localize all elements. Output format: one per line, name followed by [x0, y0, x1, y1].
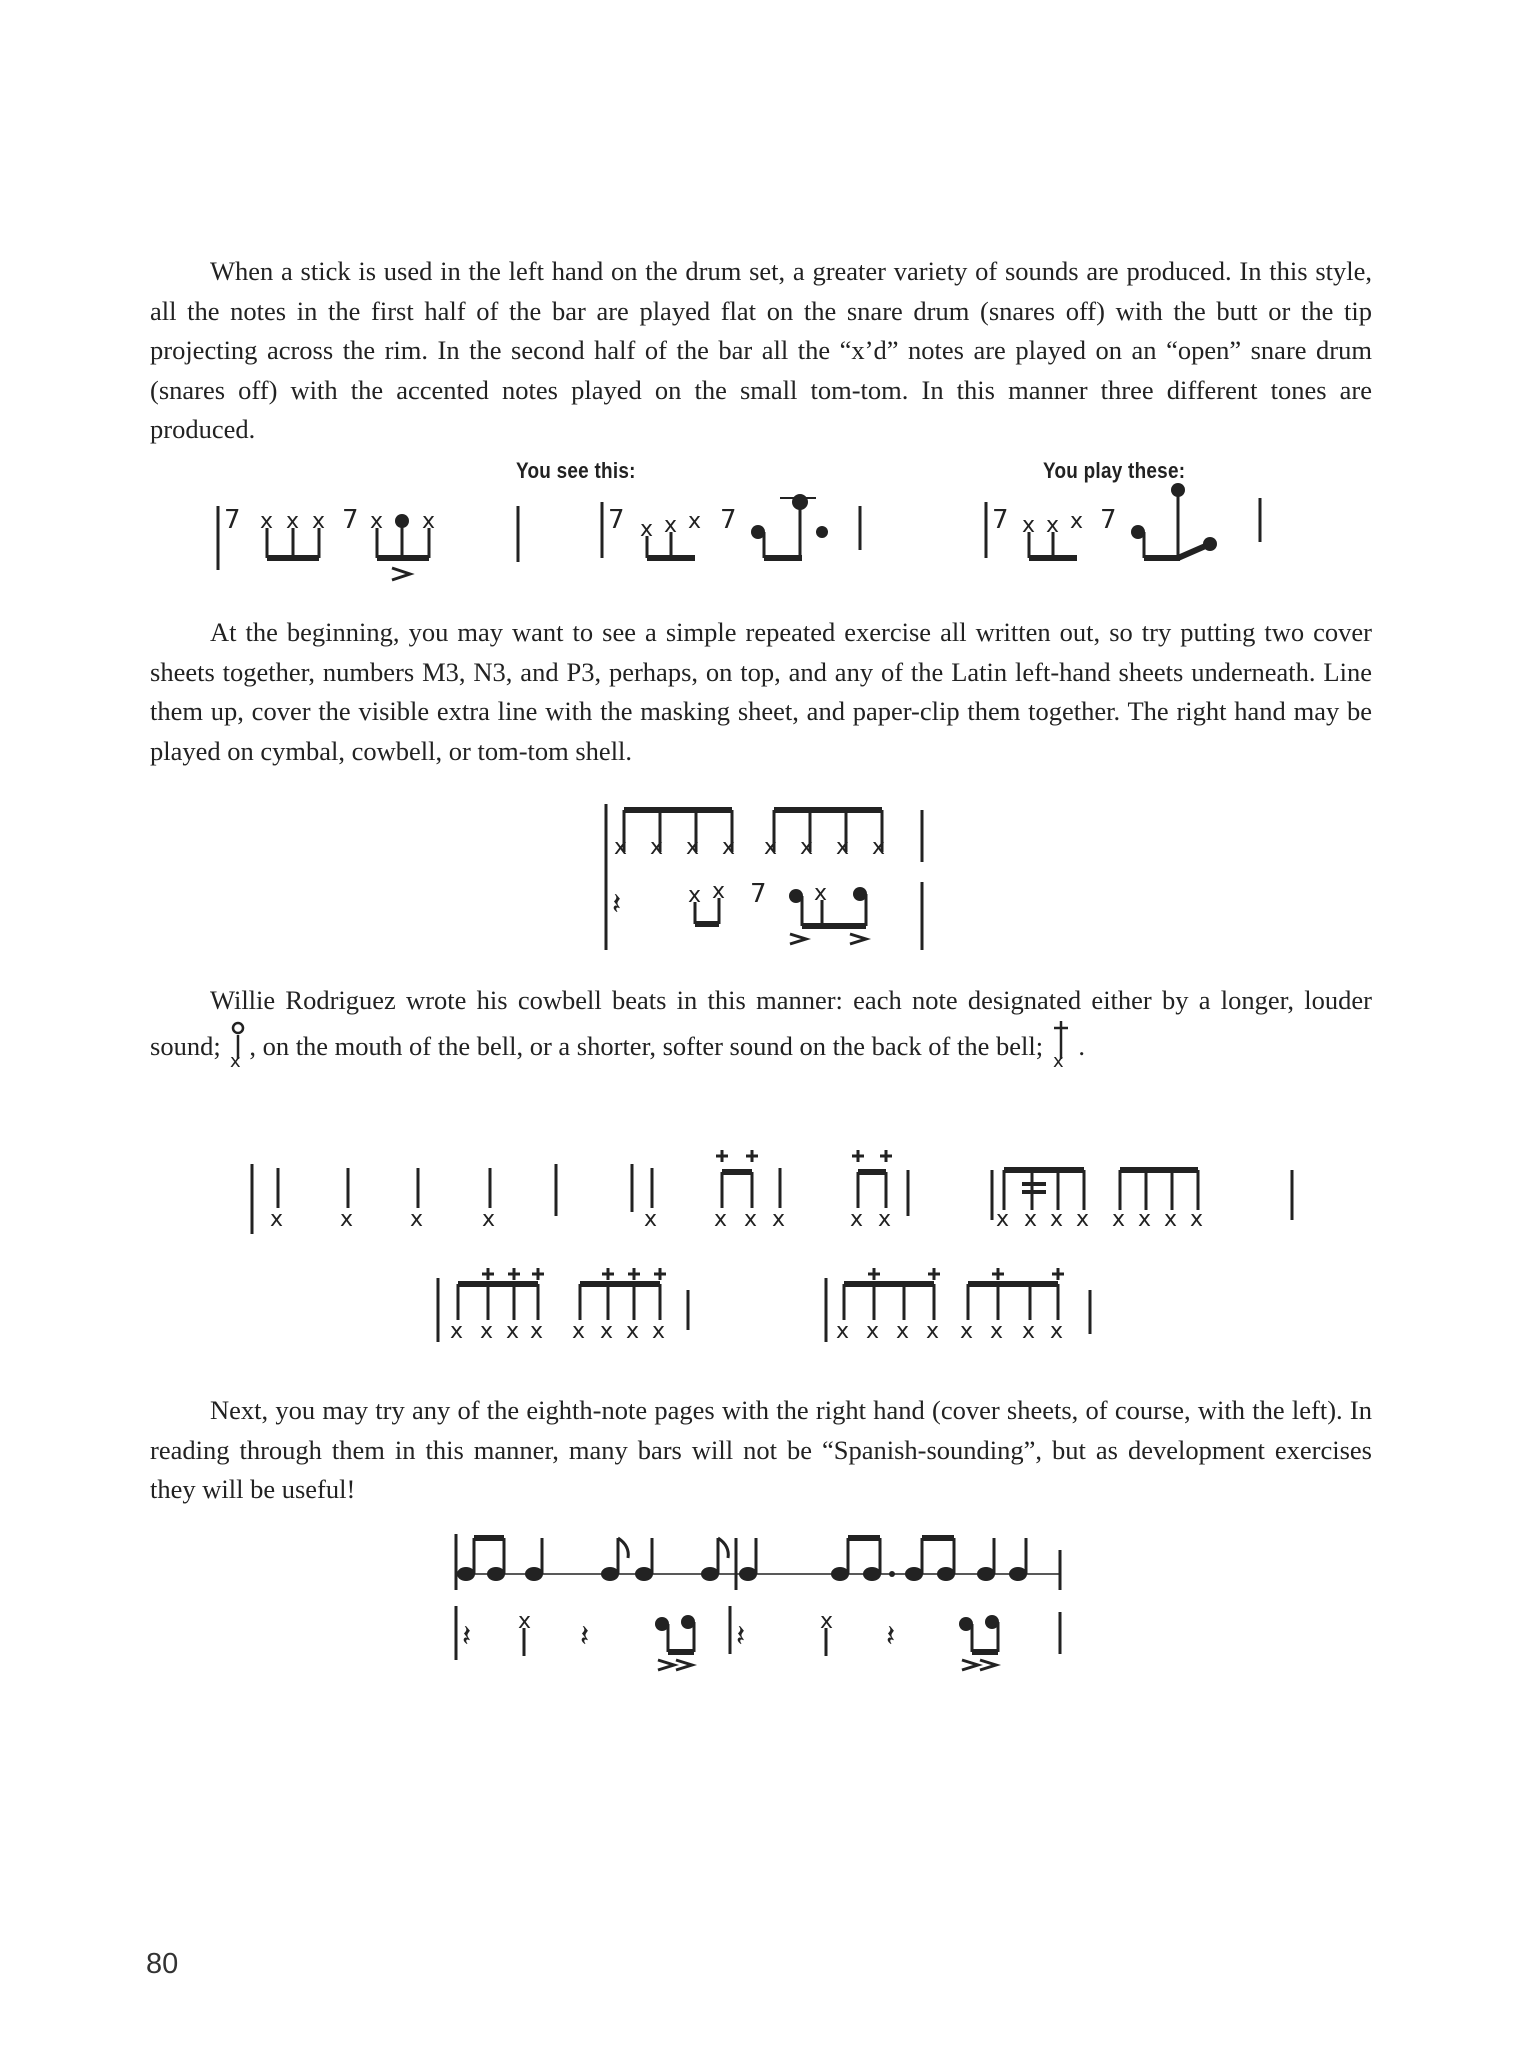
svg-text:x: x	[800, 835, 814, 860]
svg-text:x: x	[644, 1207, 658, 1232]
notation-example-see	[218, 505, 518, 580]
svg-text:x: x	[1022, 1319, 1036, 1344]
svg-text:x: x	[1076, 1207, 1090, 1232]
svg-text:x: x	[410, 1207, 424, 1232]
svg-text:x: x	[1070, 509, 1084, 534]
svg-text:x: x	[836, 1319, 850, 1344]
svg-text:x: x	[530, 1319, 544, 1344]
svg-text:x: x	[688, 509, 702, 534]
notation-cover-sheet-exercise	[600, 802, 930, 952]
svg-text:x: x	[664, 513, 678, 538]
svg-text:x: x	[996, 1207, 1010, 1232]
svg-text:x: x	[1050, 1207, 1064, 1232]
svg-text:x: x	[1046, 513, 1060, 538]
svg-text:x: x	[1024, 1207, 1038, 1232]
paragraph-cover-sheets: At the beginning, you may want to see a simple repeated exercise all written out, so try putting two cover sheets together, numbers M3, N3, and P3, perhaps, on top, and any of the Latin left-hand sheets underneath. Line them up, cover the visible extra line with the masking sheet, and paper-clip them together. The right hand may be played on cymbal, cowbell, or tom-tom shell.	[150, 617, 1372, 766]
svg-text:x: x	[712, 879, 726, 904]
svg-text:x: x	[286, 509, 300, 534]
svg-text:x: x	[714, 1207, 728, 1232]
svg-text:x: x	[1164, 1207, 1178, 1232]
svg-text:x: x	[960, 1319, 974, 1344]
svg-text:x: x	[600, 1319, 614, 1344]
svg-text:x: x	[1050, 1319, 1064, 1344]
svg-text:x: x	[772, 1207, 786, 1232]
svg-text:7: 7	[342, 505, 359, 535]
svg-text:x: x	[990, 1319, 1004, 1344]
svg-text:x: x	[878, 1207, 892, 1232]
page-number: 80	[146, 1948, 179, 1980]
svg-text:7: 7	[992, 505, 1009, 535]
svg-text:x: x	[312, 509, 326, 534]
svg-text:𝄽: 𝄽	[736, 1619, 746, 1654]
svg-text:x: x	[652, 1319, 666, 1344]
svg-text:x: x	[480, 1319, 494, 1344]
svg-text:x: x	[850, 1207, 864, 1232]
paragraph-stick-left-hand: When a stick is used in the left hand on the drum set, a greater variety of sounds are produced. In this style, all the notes in the first half of the bar are played flat on the snare drum (snares off) with the butt or the tip projecting across the rim. In the second half of the bar all the “x’d” notes are played on an “open” snare drum (snares off) with the accented notes played on the small tom-tom. In this manner three different tones are produced.	[150, 256, 1372, 444]
notation-cowbell-beats	[240, 1150, 1320, 1360]
svg-text:x: x	[926, 1319, 940, 1344]
svg-text:x: x	[626, 1319, 640, 1344]
paragraph-willie-rodriguez	[150, 981, 1372, 1069]
svg-text:𝄽: 𝄽	[612, 887, 622, 922]
open-note-symbol	[227, 1021, 249, 1069]
svg-text:x: x	[450, 1319, 464, 1344]
svg-text:x: x	[836, 835, 850, 860]
svg-text:x: x	[270, 1207, 284, 1232]
svg-text:x: x	[370, 509, 384, 534]
svg-text:x: x	[1022, 513, 1036, 538]
svg-text:x: x	[688, 883, 702, 908]
svg-text:x: x	[722, 835, 736, 860]
svg-text:x: x	[640, 517, 654, 542]
closed-note-symbol	[1050, 1021, 1072, 1069]
svg-text:7: 7	[608, 505, 625, 535]
label-you-see-this: You see this:	[516, 458, 636, 483]
svg-text:7: 7	[750, 879, 767, 909]
label-you-play-these: You play these:	[1043, 458, 1186, 483]
svg-text:x: x	[230, 1050, 241, 1069]
notation-eighth-note-exercise	[440, 1530, 1080, 1680]
svg-text:x: x	[764, 835, 778, 860]
svg-text:x: x	[814, 881, 828, 906]
svg-text:x: x	[744, 1207, 758, 1232]
svg-text:x: x	[518, 1609, 532, 1634]
svg-text:x: x	[340, 1207, 354, 1232]
svg-text:x: x	[260, 509, 274, 534]
svg-text:x: x	[872, 835, 886, 860]
svg-text:x: x	[422, 509, 436, 534]
svg-text:x: x	[572, 1319, 586, 1344]
svg-text:x: x	[650, 835, 664, 860]
paragraph-willie-rodriguez-part1: Willie Rodriguez wrote his cowbell beats in this manner: each note designated either by a longer, louder sound;	[150, 985, 1372, 1061]
svg-text:x: x	[866, 1319, 880, 1344]
notation-example-play-b	[986, 483, 1260, 558]
paragraph-willie-rodriguez-part3: .	[1071, 1030, 1085, 1061]
svg-text:x: x	[1112, 1207, 1126, 1232]
svg-text:x: x	[614, 835, 628, 860]
notation-example-play-a	[602, 494, 860, 558]
svg-text:𝄽: 𝄽	[462, 1619, 472, 1654]
svg-text:x: x	[896, 1319, 910, 1344]
svg-text:7: 7	[224, 505, 241, 535]
svg-text:7: 7	[1100, 505, 1117, 535]
paragraph-eighth-note-pages: Next, you may try any of the eighth-note pages with the right hand (cover sheets, of course, with the left). In reading through them in this manner, many bars will not be “Spanish-sounding”, but as development exercises they will be useful!	[150, 1395, 1372, 1504]
paragraph-willie-rodriguez-part2: , on the mouth of the bell, or a shorter, softer sound on the back of the bell;	[249, 1030, 1044, 1061]
svg-text:x: x	[1190, 1207, 1204, 1232]
svg-text:x: x	[686, 835, 700, 860]
svg-text:7: 7	[720, 505, 737, 535]
notation-you-see-you-play	[210, 488, 1320, 588]
svg-text:𝄽: 𝄽	[886, 1619, 896, 1654]
svg-text:x: x	[482, 1207, 496, 1232]
svg-text:𝄽: 𝄽	[580, 1619, 590, 1654]
svg-text:x: x	[1052, 1050, 1064, 1069]
svg-text:x: x	[820, 1609, 834, 1634]
svg-text:x: x	[506, 1319, 520, 1344]
svg-text:x: x	[1138, 1207, 1152, 1232]
